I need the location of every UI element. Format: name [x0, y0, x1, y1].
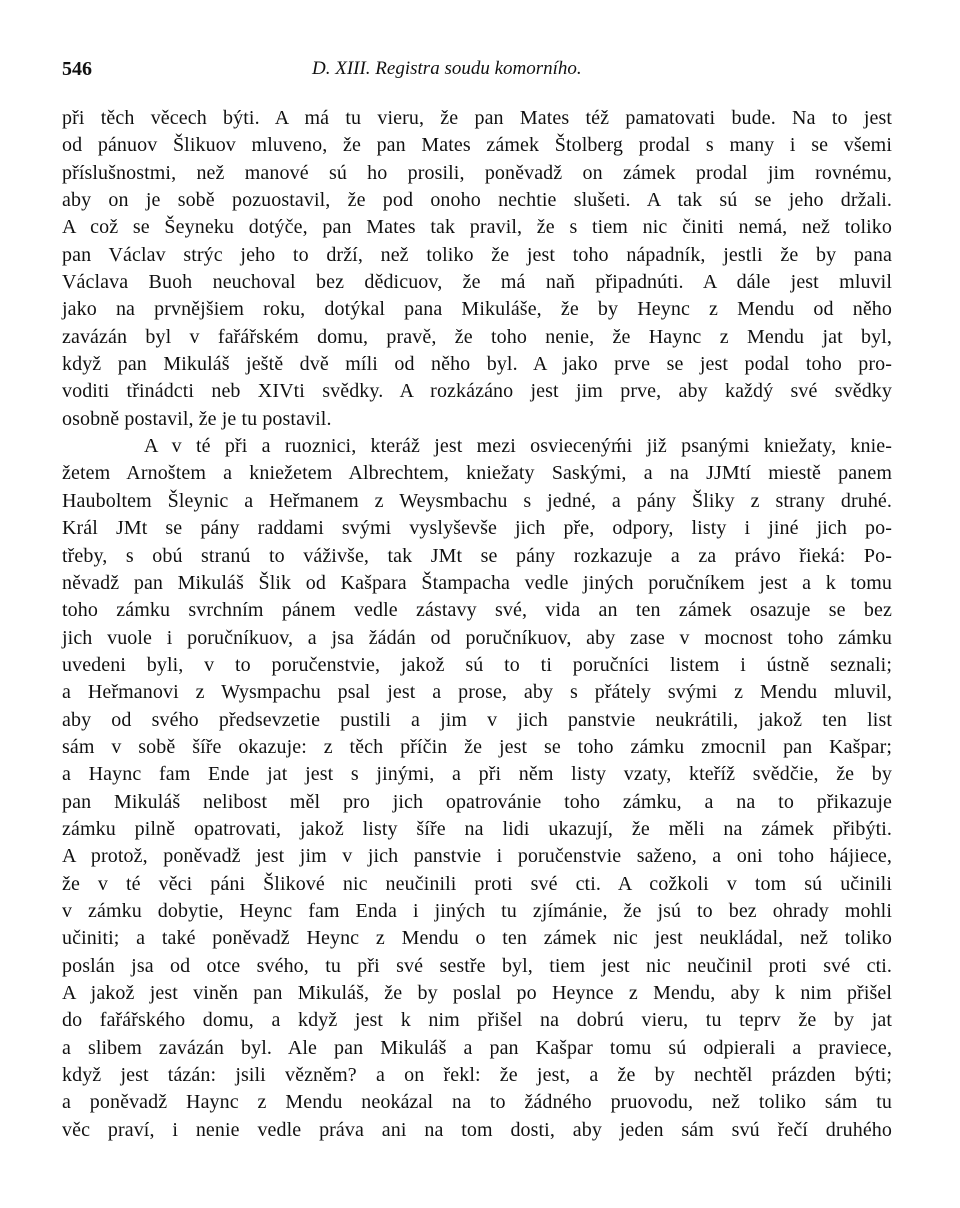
text-line: zámku pilně opatrovati, jakož listy šíře na lidi ukazují, že měli na zámek přibýti. [62, 817, 892, 840]
text-line: od pánuov Šlikuov mluveno, že pan Mates zámek Štolberg prodal s many i se všemi [62, 134, 892, 157]
text-line: voditi třinádcti neb XIVti svědky. A rozkázáno jest jim prve, aby každý své svědky [62, 380, 892, 403]
text-line: věc praví, i nenie vedle práva ani na tom dosti, aby jeden sám svú řečí druhého [62, 1118, 892, 1141]
text-line: a poněvadž Haync z Mendu neokázal na to žádného pruovodu, než toliko sám tu [62, 1091, 892, 1114]
text-line: A jakož jest viněn pan Mikuláš, že by poslal po Heynce z Mendu, aby k nim přišel [62, 982, 892, 1004]
running-title: D. XIII. Registra soudu komorního. [312, 58, 582, 79]
text-line: když pan Mikuláš ještě dvě míli od něho byl. A jako prve se jest podal toho pro- [62, 353, 892, 376]
text-line: učiniti; a také poněvadž Heync z Mendu o ten zámek nic jest neukládal, než toliko [62, 927, 892, 950]
text-line: aby on je sobě pozuostavil, že pod onoho nechtie slušeti. A tak sú se jeho držali. [62, 189, 892, 212]
text-line: poslán jsa od otce svého, tu při své sestře byl, tiem jest nic neučinil proti své cti. [62, 954, 892, 977]
text-line: do fařářského domu, a když jest k nim přišel na dobrú vieru, tu teprv že by jat [62, 1009, 892, 1032]
text-line: sám v sobě šíře okazuje: z těch příčin že jest se toho zámku zmocnil pan Kašpar; [62, 735, 892, 758]
text-line: v zámku dobytie, Heync fam Enda i jiných tu zjímánie, že jsú to bez ohrady mohli [62, 899, 892, 922]
text-line: toho zámku svrchním pánem vedle zástavy své, vida an ten zámek osazuje se bez [62, 599, 892, 622]
text-line: jich vuole i poručníkuov, a jsa žádán od poručníkuov, aby zase v mocnost toho zámku [62, 626, 892, 649]
text-line: příslušnostmi, než manové sú ho prosili, poněvadž on zámek prodal jim rovnému, [62, 161, 892, 184]
page-header [62, 58, 892, 88]
text-line: Václava Buoh neuchoval bez dědicuov, že má naň připadnúti. A dále jest mluvil [62, 271, 892, 294]
text-line: A což se Šeyneku dotýče, pan Mates tak pravil, že s tiem nic činiti nemá, než toliko [62, 216, 892, 239]
text-line: pan Václav strýc jeho to drží, než toliko že jest toho nápadník, jestli že by pana [62, 243, 892, 266]
text-line: pan Mikuláš nelibost měl pro jich opatrovánie toho zámku, a na to přikazuje [62, 790, 892, 813]
text-line: aby od svého předsevzetie pustili a jim v jich panstvie neukrátili, jakož ten list [62, 708, 892, 731]
text-line: že v té věci páni Šlikové nic neučinili proti své cti. A cožkoli v tom sú učinili [62, 872, 892, 895]
text-line: jako na prvnějšiem roku, dotýkal pana Mikuláše, že by Heync z Mendu od něho [62, 298, 892, 321]
text-line: při těch věcech býti. A má tu vieru, že pan Mates též pamatovati bude. Na to jest [62, 107, 892, 129]
text-line: a Heřmanovi z Wysmpachu psal jest a prose, aby s přátely svými z Mendu mluvil, [62, 681, 892, 704]
body-text [62, 105, 892, 1144]
text-line: osobně postavil, že je tu postavil. [62, 407, 332, 430]
text-line: třeby, s obú stranú to váživše, tak JMt se pány rozkazuje a za právo řieká: Po- [62, 544, 892, 567]
text-line: A protož, poněvadž jest jim v jich panstvie i poručenstvie saženo, a oni toho hájiece, [62, 845, 892, 868]
text-line: Hauboltem Šleynic a Heřmanem z Weysmbachu s jedné, a pány Šliky z strany druhé. [62, 489, 892, 512]
text-line: Král JMt se pány raddami svými vyslyševše jich pře, odpory, listy i jiné jich po- [62, 517, 892, 540]
text-line: uvedeni byli, v to poručenstvie, jakož sú to ti poručníci listem i ústně seznali; [62, 653, 892, 676]
text-line: žetem Arnoštem a kniežetem Albrechtem, kniežaty Saskými, a na JJMtí miestě panem [62, 462, 892, 485]
text-line: a Haync fam Ende jat jest s jinými, a při něm listy vzaty, kteříž svědčie, že by [62, 763, 892, 786]
text-line: zavázán byl v fařářském domu, pravě, že toho nenie, že Haync z Mendu jat byl, [62, 325, 892, 348]
text-line: a slibem zavázán byl. Ale pan Mikuláš a pan Kašpar tomu sú odpierali a praviece, [62, 1036, 892, 1059]
text-line: něvadž pan Mikuláš Šlik od Kašpara Štampacha vedle jiných poručníkem jest a k tomu [62, 571, 892, 594]
paragraph-start-line: A v té při a ruoznici, kteráž jest mezi osviecenýḿi již psanými kniežaty, knie- [144, 435, 892, 458]
page-number: 546 [62, 58, 92, 80]
text-line: když jest tázán: jsili vězněm? a on řekl: že jest, a že by nechtěl prázden býti; [62, 1064, 892, 1087]
